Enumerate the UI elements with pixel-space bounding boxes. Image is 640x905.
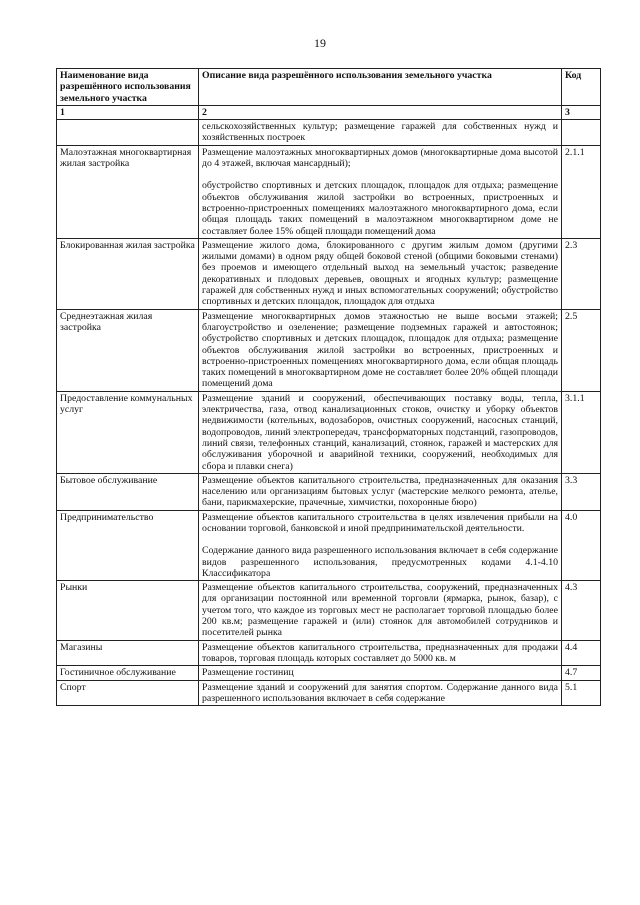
- description-paragraph: Размещение зданий и сооружений, обеспечивающих поставку воды, тепла, электричества, газа, отвод канализационных стоков, очистку и уборку объектов недвижимости (котельных, водозаборов, очистных сооружений, насосных станций, водопроводов, линий электропередач, трансформаторных подстанций, газопроводов, линий связи, телефонных станций, канализаций, стоянок, гаражей и мастерских для обслуживания уборочной и аварийной техники, сооружений, необходимых для сбора и плавки снега): [202, 392, 558, 472]
- description-paragraph: Размещение малоэтажных многоквартирных домов (многоквартирные дома высотой до 4 этажей, включая мансардный);: [202, 146, 558, 170]
- use-name-cell: Спорт: [57, 680, 199, 706]
- description-paragraph: Размещение объектов капитального строительства, предназначенных для оказания населению или организациям бытовых услуг (мастерские мелкого ремонта, ателье, бани, парикмахерские, прачечные, химчистки, похоронные бюро): [202, 474, 558, 509]
- table-row: [57, 640, 601, 666]
- use-code-cell: 4.3: [562, 581, 601, 640]
- column-index-row: [57, 105, 601, 119]
- use-name-cell: Магазины: [57, 640, 199, 666]
- description-paragraph: обустройство спортивных и детских площадок, площадок для отдыха; размещение объектов обслуживания жилой застройки во встроенных, пристроенных и встроенно-пристроенных помещениях малоэтажного многоквартирного дома, если общая площадь таких помещений в малоэтажном многоквартирном доме не составляет более 15% общей площади помещений дома: [202, 180, 558, 237]
- description-paragraph: Содержание данного вида разрешенного использования включает в себя содержание видов разрешенного использования, предусмотренных кодами 4.1-4.10 Классификатора: [202, 545, 558, 579]
- use-code-cell: 4.7: [562, 666, 601, 680]
- use-description-cell: [199, 581, 562, 640]
- header-description: Описание вида разрешённого использования земельного участка: [199, 69, 562, 106]
- use-description-cell: [199, 473, 562, 510]
- description-paragraph: Размещение объектов капитального строительства в целях извлечения прибыли на основании торговой, банковской и иной предпринимательской деятельности.: [202, 511, 558, 534]
- index-cell: 1: [57, 105, 199, 119]
- use-name-cell: Бытовое обслуживание: [57, 473, 199, 510]
- use-code-cell: 3.3: [562, 473, 601, 510]
- description-paragraph: Размещение объектов капитального строительства, предназначенных для продажи товаров, торговая площадь которых составляет до 5000 кв. м: [202, 641, 558, 664]
- table-row: [57, 473, 601, 510]
- table-row: [57, 510, 601, 580]
- header-name: Наименование вида разрешённого использования земельного участка: [57, 69, 199, 106]
- description-paragraph: Размещение гостиниц: [202, 667, 294, 679]
- use-code-cell: 4.4: [562, 640, 601, 666]
- use-code-cell: 5.1: [562, 680, 601, 706]
- use-name-cell: Блокированная жилая застройка: [57, 238, 199, 309]
- table-row: [57, 680, 601, 706]
- use-description-cell: [199, 680, 562, 706]
- use-description-cell: [199, 640, 562, 666]
- use-description-cell: [199, 391, 562, 473]
- use-name-cell: Предпринимательство: [57, 510, 199, 580]
- use-name-cell: Малоэтажная многоквартирная жилая застройка: [57, 145, 199, 238]
- use-code-cell: [562, 120, 601, 146]
- table-row: [57, 120, 601, 146]
- use-code-cell: 2.5: [562, 309, 601, 391]
- use-description-cell: [199, 666, 562, 680]
- use-code-cell: 4.0: [562, 510, 601, 580]
- use-name-cell: Среднеэтажная жилая застройка: [57, 309, 199, 391]
- use-name-cell: [57, 120, 199, 146]
- use-code-cell: 2.3: [562, 238, 601, 309]
- use-name-cell: Рынки: [57, 581, 199, 640]
- page-number: 19: [314, 36, 326, 50]
- use-code-cell: 3.1.1: [562, 391, 601, 473]
- use-description-cell: [199, 309, 562, 391]
- index-cell: 3: [562, 105, 601, 119]
- description-paragraph: Размещение жилого дома, блокированного с другим жилым домом (другими жилыми домами) в одном ряду общей боковой стеной (общими боковыми стенами) без проемов и имеющего отдельный выход на земельный участок; разведение декоративных и плодовых деревьев, овощных и ягодных культур; размещение гаражей для собственных нужд и иных вспомогательных сооружений; обустройство спортивных и детских площадок, площадок для отдыха: [202, 239, 558, 308]
- use-description-cell: [199, 238, 562, 309]
- description-paragraph: Размещение многоквартирных домов этажностью не выше восьми этажей; благоустройство и озеленение; размещение подземных гаражей и автостоянок; обустройство спортивных и детских площадок, площадок для отдыха; размещение объектов обслуживания жилой застройки во встроенных, пристроенных и встроенно-пристроенных помещениях многоквартирного дома, если общая площадь таких помещений в многоквартирном доме не составляет более 20% общей площади помещений дома: [202, 310, 558, 390]
- table-header-row: [57, 69, 601, 106]
- table-row: [57, 666, 601, 680]
- use-description-cell: [199, 145, 562, 238]
- land-use-table: [56, 68, 601, 706]
- description-paragraph: Размещение зданий и сооружений для занятия спортом. Содержание данного вида разрешенного использования включает в себя содержание: [202, 681, 558, 704]
- table-row: [57, 145, 601, 238]
- use-name-cell: Предоставление коммунальных услуг: [57, 391, 199, 473]
- table-row: [57, 581, 601, 640]
- description-paragraph: Размещение объектов капитального строительства, сооружений, предназначенных для организации постоянной или временной торговли (ярмарка, рынок, базар), с учетом того, что каждое из торговых мест не располагает торговой площадью более 200 кв.м; размещение гаражей и (или) стоянок для автомобилей сотрудников и посетителей рынка: [202, 582, 558, 639]
- table-row: [57, 391, 601, 473]
- description-paragraph: сельскохозяйственных культур; размещение гаражей для собственных нужд и хозяйственных построек: [202, 121, 558, 144]
- use-description-cell: [199, 510, 562, 580]
- table-row: [57, 238, 601, 309]
- use-description-cell: [199, 120, 562, 146]
- table-row: [57, 309, 601, 391]
- index-cell: 2: [199, 105, 562, 119]
- use-code-cell: 2.1.1: [562, 145, 601, 238]
- use-name-cell: Гостиничное обслуживание: [57, 666, 199, 680]
- header-code: Код: [562, 69, 601, 106]
